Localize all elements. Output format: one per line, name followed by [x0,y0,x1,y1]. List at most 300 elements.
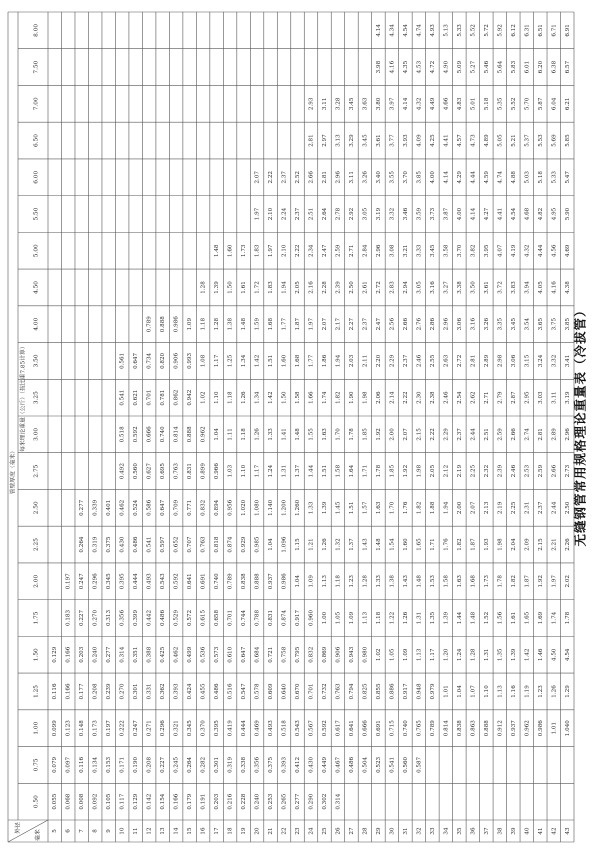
weight-cell: 2.00 [389,428,396,441]
weight-cell: 1.83 [254,244,261,257]
weight-cell: 1.26 [241,391,248,404]
weight-cell: 3.45 [429,244,436,257]
weight-cell: 0.270 [92,609,99,627]
weight-cell: 1.74 [321,391,328,404]
weight-cell: 0.832 [308,646,315,663]
weight-cell: 1.020 [241,499,248,516]
weight-cell: 0.573 [214,646,221,663]
outer-diameter: 19 [241,827,248,835]
weight-cell: 0.240 [92,646,99,663]
weight-cell: 3.16 [470,317,477,331]
weight-cell: 0.412 [295,756,302,773]
weight-cell: 0.302 [321,793,328,810]
weight-cell: 0.142 [146,793,153,810]
weight-cell: 0.166 [65,683,72,700]
weight-cell: 2.97 [321,134,328,147]
weight-cell: 2.19 [497,501,504,515]
weight-cell: 0.701 [146,389,153,406]
weight-cell: 0.208 [146,756,153,773]
weight-cell: 1.59 [254,317,261,331]
outer-diameter: 27 [348,827,355,835]
weight-cell: 3.55 [389,171,396,184]
weight-cell: 1.28 [470,648,477,661]
weight-cell: 1.58 [443,575,450,588]
weight-cell: 0.430 [308,756,315,773]
weight-cell: 4.54 [564,648,571,661]
weight-cell: 0.734 [146,352,153,369]
weight-cell: 1.78 [375,464,382,478]
outer-diameter: 28 [362,827,369,835]
weight-cell: 0.399 [133,609,140,627]
weight-cell: 2.13 [483,501,490,515]
weight-cell: 1.57 [362,501,369,515]
weight-cell: 0.691 [375,720,382,737]
weight-cell: 0.652 [173,536,180,553]
weight-cell: 1.70 [335,428,342,441]
weight-cell: 3.85 [416,171,423,184]
outer-diameter: 30 [389,827,396,835]
weight-cell: 3.82 [470,244,477,257]
weight-cell: 4.32 [524,244,531,257]
weight-cell: 1.64 [348,464,355,478]
weight-cell: 0.134 [92,756,99,773]
weight-cell: 0.253 [268,793,275,810]
weight-cell: 2.29 [443,428,450,441]
weight-cell: 1.97 [308,317,315,331]
weight-cell: 1.69 [537,611,544,625]
weight-cell: 0.894 [214,499,221,516]
weight-cell: 1.37 [295,464,302,478]
weight-cell: 3.63 [362,97,369,111]
weight-cell: 0.721 [268,646,275,663]
weight-cell: 3.21 [402,244,409,257]
weight-cell: 1.39 [443,611,450,625]
weight-cell: 4.73 [470,134,477,147]
weight-cell: 0.874 [227,536,234,553]
weight-cell: 0.166 [173,793,180,810]
weight-cell: 1.78 [564,611,571,625]
weight-cell: 4.00 [429,171,436,184]
weight-cell: 1.18 [200,317,207,331]
weight-cell: 1.28 [362,575,369,588]
weight-cell: 1.02 [200,391,207,404]
weight-cell: 1.65 [416,538,423,551]
weight-cell: 1.31 [416,611,423,625]
weight-cell: 0.227 [160,756,167,773]
weight-cell: 1.21 [308,538,315,551]
weight-cell: 0.986 [173,316,180,333]
weight-cell: 0.092 [92,793,99,810]
weight-cell: 2.44 [470,428,477,441]
weight-cell: 1.26 [551,685,558,698]
weight-cell: 3.11 [551,391,558,404]
weight-cell: 6.21 [564,97,571,111]
weight-cell: 0.277 [79,499,86,516]
weight-cell: 3.77 [389,134,396,147]
weight-cell: 0.321 [173,720,180,737]
weight-cell: 2.74 [524,428,531,441]
weight-cell: 1.48 [375,538,382,551]
weight-cell: 0.906 [173,352,180,369]
weight-cell: 0.592 [133,426,140,443]
weight-cell: 3.06 [510,354,517,368]
weight-cell: 0.492 [119,463,126,480]
weight-cell: 1.28 [200,281,207,294]
weight-cell: 0.641 [187,573,194,590]
weight-cell: 3.59 [416,207,423,221]
weight-cell: 1.19 [524,685,531,698]
weight-cell: 1.17 [214,354,221,368]
weight-cell: 4.44 [537,244,544,257]
weight-cell: 2.81 [537,428,544,441]
weight-cell: 4.35 [402,60,409,74]
outer-diameter: 36 [470,827,477,835]
weight-cell: 1.25 [227,354,234,368]
weight-cell: 0.264 [79,536,86,553]
weight-cell: 0.888 [483,720,490,737]
weight-cell: 2.30 [416,391,423,404]
weight-cell: 0.524 [133,499,140,516]
weight-cell: 0.543 [295,720,302,737]
outer-diameter: 31 [402,827,409,835]
weight-cell: 4.41 [443,134,450,147]
weight-cell: 1.60 [402,538,409,551]
weight-cell: 2.76 [416,317,423,331]
weight-cell: 2.63 [443,354,450,368]
weight-cell: 1.13 [497,685,504,698]
weight-cell: 2.66 [510,428,517,441]
weight-cell: 3.54 [524,317,531,331]
outer-diameter: 5 [52,829,59,833]
weight-cell: 1.82 [416,501,423,515]
weight-cell: 4.27 [483,207,490,221]
weight-cell: 0.301 [133,683,140,700]
weight-cell: 6.51 [537,24,544,37]
weight-cell: 0.814 [173,426,180,443]
weight-cell: 5.70 [524,97,531,111]
weight-cell: 4.56 [551,244,558,257]
weight-cell: 1.78 [348,428,355,441]
weight-cell: 2.54 [456,391,463,404]
weight-cell: 0.948 [416,683,423,700]
weight-cell: 0.197 [106,720,113,737]
weight-cell: 0.825 [362,683,369,700]
weight-cell: 0.264 [187,756,194,773]
weight-cell: 0.869 [321,646,328,663]
outer-diameter: 43 [564,827,571,835]
outer-diameter: 20 [254,827,261,835]
weight-cell: 0.504 [362,756,369,773]
weight-cell: 1.10 [241,464,248,478]
weight-cell: 1.04 [295,575,302,588]
thickness-header: 2.50 [33,501,40,515]
thickness-header: 0.75 [33,758,40,772]
weight-cell: 4.14 [375,24,382,37]
weight-cell: 0.183 [65,609,72,627]
weight-cell: 2.37 [537,501,544,515]
weight-cell: 0.543 [160,573,167,590]
weight-cell: 0.838 [241,573,248,590]
weight-cell: 0.942 [187,389,194,406]
weight-cell: 2.21 [551,538,558,551]
weight-cell: 1.48 [241,317,248,331]
weight-cell: 1.76 [443,538,450,551]
weight-cell: 1.85 [362,428,369,441]
weight-cell: 1.98 [497,538,504,551]
weight-cell: 4.41 [497,207,504,221]
weight-cell: 0.351 [133,646,140,663]
weight-cell: 1.48 [470,611,477,625]
weight-cell: 5.33 [551,171,558,184]
weight-cell: 0.709 [173,499,180,516]
weight-cell: 0.486 [160,609,167,627]
weight-cell: 4.16 [551,281,558,294]
weight-cell: 3.95 [483,244,490,257]
weight-cell: 0.493 [268,720,275,737]
weight-cell: 3.16 [429,281,436,294]
weight-cell: 0.929 [241,536,248,553]
weight-cell: 1.83 [268,281,275,294]
weight-cell: 1.50 [281,391,288,404]
weight-cell: 1.92 [375,428,382,441]
weight-cell: 2.64 [321,207,328,221]
weight-cell: 5.64 [497,60,504,74]
outer-diameter: 12 [146,827,153,835]
weight-cell: 0.282 [200,756,207,773]
weight-cell: 0.486 [348,756,355,773]
weight-cell: 0.247 [133,720,140,737]
outer-diameter: 34 [443,827,450,835]
weight-cell: 0.301 [214,756,221,773]
weight-cell: 3.24 [537,354,544,368]
weight-cell: 0.129 [133,793,140,810]
weight-cell: 3.26 [483,317,490,331]
weight-cell: 0.129 [52,646,59,663]
weight-cell: 0.239 [106,683,113,700]
weight-cell: 1.94 [335,354,342,368]
weight-cell: 2.00 [456,501,463,515]
weight-cell: 1.58 [295,391,302,404]
outer-diameter: 41 [537,827,544,835]
weight-cell: 0.419 [227,720,234,737]
weight-cell: 2.79 [497,391,504,404]
outer-diameter: 24 [308,827,315,835]
weight-cell: 0.469 [254,720,261,737]
weight-cell: 3.97 [389,97,396,111]
weight-cell: 0.541 [119,389,126,406]
weight-cell: 1.16 [510,685,517,698]
outer-diameter: 9 [106,829,113,833]
weight-cell: 2.96 [564,428,571,441]
weight-cell: 1.97 [268,244,275,257]
weight-cell: 3.26 [362,171,369,184]
weight-cell: 1.200 [281,499,288,516]
thickness-header: 1.75 [33,611,40,625]
weight-cell: 6.71 [551,24,558,37]
weight-cell: 4.09 [416,134,423,147]
weight-cell: 0.560 [402,756,409,773]
weight-cell: 1.73 [483,575,490,588]
weight-cell: 3.32 [551,354,558,368]
weight-cell: 2.25 [510,501,517,515]
weight-cell: 2.24 [281,207,288,221]
weight-cell: 2.04 [510,538,517,551]
weight-cell: 3.83 [510,281,517,294]
weight-cell: 4.38 [564,281,571,294]
weight-cell: 0.296 [160,720,167,737]
weight-cell: 1.32 [335,538,342,551]
outer-diameter: 42 [551,827,558,835]
weight-cell: 0.314 [335,793,342,810]
weight-cell: 5.18 [483,97,490,111]
weight-cell: 5.13 [443,24,450,37]
weight-cell: 2.81 [321,171,328,184]
thickness-header: 3.50 [33,354,40,368]
weight-cell: 3.85 [564,317,571,331]
weight-cell: 4.14 [443,171,450,184]
weight-cell: 4.53 [416,60,423,74]
weight-cell: 1.29 [564,685,571,698]
weight-cell: 0.587 [416,756,423,773]
weight-cell: 1.35 [429,611,436,625]
weight-cell: 0.986 [537,720,544,737]
weight-cell: 4.54 [510,207,517,221]
thickness-header: 7.50 [33,60,40,74]
weight-cell: 1.77 [281,317,288,331]
weight-cell: 2.05 [429,464,436,478]
weight-cell: 2.81 [470,354,477,368]
weight-cell: 3.15 [524,354,531,368]
weight-cell: 2.87 [510,391,517,404]
weight-cell: 1.33 [268,428,275,441]
outer-diameter: 25 [321,827,328,835]
weight-cell: 0.116 [52,683,59,700]
weight-cell: 0.763 [173,463,180,480]
weight-cell: 0.148 [79,720,86,737]
weight-cell: 0.814 [443,720,450,737]
outer-diameter: 22 [281,827,288,835]
weight-cell: 0.781 [160,389,167,406]
weight-cell: 1.22 [389,611,396,625]
weight-cell: 4.95 [551,207,558,221]
weight-cell: 4.66 [443,97,450,111]
outer-diameter: 32 [416,827,423,835]
weight-cell: 1.39 [510,648,517,661]
weight-cell: 0.117 [119,793,126,810]
weight-cell: 1.87 [470,538,477,551]
weight-cell: 1.37 [348,538,355,551]
weight-cell: 1.94 [443,501,450,515]
weight-cell: 1.70 [389,501,396,515]
weight-cell: 3.35 [497,317,504,331]
weight-cell: 0.179 [187,793,194,810]
weight-cell: 1.51 [268,354,275,368]
weight-cell: 1.72 [254,281,261,294]
weight-cell: 2.47 [375,317,382,331]
weight-cell: 0.171 [119,756,126,773]
weight-cell: 2.56 [389,317,396,331]
weight-cell: 1.51 [321,464,328,478]
weight-cell: 5.03 [524,171,531,184]
weight-cell: 1.98 [416,464,423,478]
weight-cell: 1.09 [402,648,409,661]
weight-cell: 5.33 [456,24,463,37]
weight-cell: 0.516 [227,683,234,700]
outer-diameter: 13 [160,827,167,835]
weight-cell: 0.684 [254,646,261,663]
weight-cell: 1.080 [254,499,261,516]
weight-cell: 2.07 [402,428,409,441]
weight-cell: 0.356 [254,756,261,773]
weight-cell: 0.691 [200,573,207,590]
weight-cell: 0.740 [214,573,221,590]
weight-cell: 5.37 [524,134,531,147]
weight-cell: 0.831 [187,463,194,480]
weight-cell: 1.13 [416,648,423,661]
thickness-header: 2.75 [33,464,40,478]
weight-cell: 2.10 [281,244,288,257]
weight-cell: 0.270 [119,683,126,700]
weight-cell: 0.123 [65,720,72,737]
weight-cell: 1.38 [389,575,396,588]
weight-cell: 0.455 [200,683,207,700]
weight-cell: 0.592 [321,720,328,737]
weight-cell: 2.98 [497,354,504,368]
weight-cell: 3.94 [524,281,531,294]
weight-cell: 5.83 [510,60,517,74]
weight-cell: 1.42 [268,391,275,404]
page-title: 无缝钢管常用规格理论重量表（冷拔管） [572,303,588,547]
weight-cell: 3.11 [348,171,355,184]
weight-cell: 3.93 [402,134,409,147]
weight-cell: 0.314 [119,646,126,663]
weight-cell: 2.78 [335,207,342,221]
outer-diameter: 11 [133,827,140,835]
weight-cell: 3.75 [551,317,558,331]
weight-cell: 2.84 [362,244,369,257]
weight-cell: 0.486 [133,536,140,553]
thickness-header: 1.50 [33,648,40,662]
outer-diameter: 23 [295,827,302,835]
weight-cell: 0.707 [187,536,194,553]
weight-cell: 2.38 [429,391,436,404]
weight-cell: 1.52 [483,611,490,625]
weight-cell: 0.647 [133,352,140,369]
weight-cell: 1.096 [281,536,288,553]
weight-cell: 1.76 [402,501,409,515]
weight-cell: 2.25 [470,464,477,478]
weight-cell: 1.92 [537,575,544,588]
weight-cell: 0.621 [133,389,140,406]
weight-cell: 2.51 [308,207,315,221]
weight-cell: 0.068 [65,793,72,810]
weight-cell: 1.55 [308,428,315,441]
outer-diameter: 7 [79,829,86,833]
weight-cell: 0.375 [106,536,113,553]
weight-cell: 0.523 [375,756,382,773]
weight-cell: 3.27 [443,281,450,294]
weight-cell: 0.763 [200,536,207,553]
weight-cell: 5.90 [564,207,571,221]
thickness-header: 8.00 [33,23,40,37]
outer-diameter: 14 [173,827,180,835]
corner-label-od: 外径 [15,822,22,834]
weight-cell: 2.22 [402,391,409,404]
weight-cell: 1.17 [254,464,261,478]
weight-cell: 0.245 [173,756,180,773]
weight-cell: 0.560 [133,463,140,480]
weight-cell: 1.18 [335,575,342,588]
